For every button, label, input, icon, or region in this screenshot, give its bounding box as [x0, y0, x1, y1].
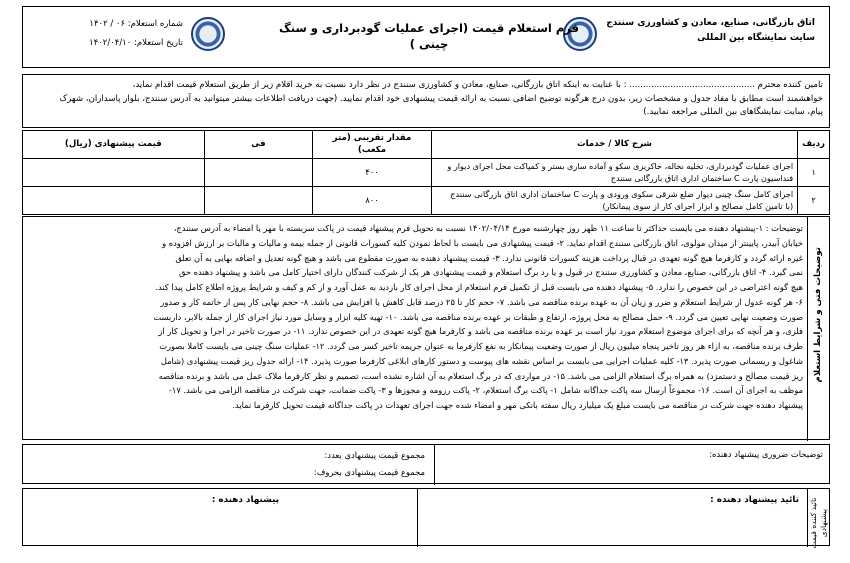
form-header — [22, 6, 830, 68]
items-table — [22, 130, 830, 215]
organization-block — [605, 17, 815, 47]
table-header-row — [23, 131, 830, 159]
supplier-notes-label: توضیحات ضروری پیشنهاد دهنده: — [709, 449, 823, 459]
total-numeric-field[interactable]: مجموع قیمت پیشنهادی بعدد: — [324, 450, 425, 460]
table-row — [23, 159, 830, 187]
row-description-line: فنداسیون پارت C ساختمان اداری اتاق بازرگانی سنندج — [610, 172, 794, 183]
inquiry-meta — [33, 19, 183, 58]
terms-line: پیشنهاد دهنده جهت شرکت در مناقصه می بایست مبلغ یک میلیارد ریال سفته بانکی مهر و امضاء شده جهت اجرای تعهدات در پاکت جداگانه قیمت تحویل کارفرما نماید. — [232, 400, 803, 411]
row-description-line: اجرای عملیات گودبرداری، تخلیه نخاله، خاکریزی سکو و آماده سازی بستر و کمپاکت محل اجرای دیوار و — [447, 161, 794, 172]
row-total-price[interactable] — [23, 159, 205, 187]
terms-side-label-text: توضیحات فنی و شرایط استعلام — [813, 247, 824, 383]
row-unit-price[interactable] — [204, 187, 313, 215]
terms-line: طرف برنده مناقصه، به ازاء هر روز تاخیر پنجاه میلیون ریال از صورت وضعیت پیمانکار به نفع کارفرما به عنوان جریمه تاخیر کسر می گردد. ۱۲- عملیات سنگ چینی می بایست کاملا بصورت — [159, 341, 803, 352]
terms-line: فلزی، و هر آنچه که برای اجرای موضوع استعلام مورد نیاز است بر عهده برنده مناقصه می باشد و کارفرما هیچ گونه تعهدی در این خصوص ندارد. ۱۱- در صورت تاخیر در اجرا و تحویل کار از — [158, 326, 803, 337]
approver-label: تائید پیشنهاد دهنده : — [710, 495, 799, 505]
terms-text — [25, 221, 803, 413]
bidder-label: پیشنهاد دهنده : — [211, 495, 279, 505]
totals-fields — [23, 445, 435, 485]
header-quantity: مقدار تقریبی (متر مکعب) — [313, 131, 432, 159]
terms-line: توضیحات : ۱-پیشنهاد دهنده می بایست حداکثر تا ساعت ۱۱ ظهر روز چهارشنبه مورخ ۱۴۰۲/۰۴/۱۴ نسبت به تحویل فرم پیشنهاد قیمت در پاکت سربسته با مهر یا امضاء به آدرس سنندج، — [173, 223, 803, 233]
totals-section — [22, 444, 830, 484]
header-row-number: ردیف — [798, 131, 830, 159]
total-words-field[interactable]: مجموع قیمت پیشنهادی بحروف: — [313, 467, 425, 477]
header-unit-price: فی — [204, 131, 313, 159]
row-description — [431, 187, 797, 215]
approval-side-label — [807, 489, 829, 547]
table-row — [23, 187, 830, 215]
intro-line: تامین کننده محترم .............................................. : با عنایت به اینکه اتاق بازرگانی، صنایع، معادن و کشاورزی سنندج در نظر دارد نسبت به خرید اقلام زیر از طریق استعلام قیمت اقدام نماید، — [132, 80, 823, 90]
row-quantity: ۸۰۰ — [313, 187, 432, 215]
organization-name: اتاق بازرگانی، صنایع، معادن و کشاورزی سنندج — [606, 18, 815, 28]
row-total-price[interactable] — [23, 187, 205, 215]
terms-line: هیچ گونه اعتراضی در این خصوص را ندارد. ۵- پیشنهاد دهنده می بایست قبل از تکمیل فرم استعلام از محل اجرای کار بازدید به عمل آورد و از کم و کیف و شرایط پروژه اطلاع کامل پیدا کند. — [155, 282, 803, 293]
inquiry-number: شماره استعلام: ۰۶ / ۱۴۰۲ — [89, 19, 183, 29]
header-description: شرح کالا / خدمات — [431, 131, 797, 159]
row-description — [431, 159, 797, 187]
terms-line: ریز قیمت مصالح و دستمزد) به همراه برگ استعلام الزامی می باشد. ۱۵- در مواردی که در برگ استعلام به آن اشاره نشده است، تصمیم و نظر کارفرما ملاک عمل می باشد و برنده مناقصه — [158, 370, 803, 381]
row-description-line: (با تامین کامل مصالح و ابزار اجرای کار از سوی پیمانکار) — [602, 200, 794, 211]
terms-line: ۶- هر گونه عدول از شرایط استعلام و ضرر و زیان آن به عهده برنده مناقصه می باشد. ۷- حجم کار تا ۲۵ درصد قابل کاهش یا افزایش می باشد. ۸- حجم نهایی کار پس از خاتمه کار و صدور — [160, 296, 803, 307]
terms-line: شاغول و ریسمانی صورت پذیرد. ۱۳- کلیه عملیات اجرایی می بایست بر اساس نقشه های پیوست و دستور کارهای ابلاغی کارفرما صورت پذیرد. ۱۴- ارائه جدول ریز قیمت پیشنهادی (شامل — [160, 355, 803, 366]
terms-section — [22, 216, 830, 440]
inquiry-form — [22, 6, 830, 549]
row-number: ۱ — [798, 159, 830, 187]
approval-section — [22, 488, 830, 549]
terms-side-label — [807, 217, 829, 441]
terms-line: خیابان آبیدر، پایینتر از میدان مولوی، اتاق بازرگانی سنندج اقدام نماید. ۲- قیمت پیشنهادی می بایست با لحاظ نمودن کلیه کسورات قانونی از جمله بیمه و مالیات و مالیات بر ارزش افزوده و — [162, 237, 803, 248]
bidder-signature-field[interactable] — [23, 489, 419, 547]
row-description-line: اجرای کامل سنگ چینی دیوار ضلع شرقی سکوی ورودی و پارت C ساختمان اداری اتاق بازرگانی سنندج — [450, 189, 794, 200]
approval-side-label-text: تائید کننده قیمت پیشنهادی — [808, 497, 828, 549]
supplier-notes-field[interactable] — [434, 445, 829, 485]
terms-line: غیره ارائه گردد و کارفرما هیچ گونه تعهدی در قبال پرداخت هزینه کسورات قانونی ندارد. ۳- قیمت پیشنهاد دهنده به صورت مقطوع می باشد و هیچ گونه تعدیل و اضافه بهایی به آن تعلق — [175, 252, 803, 263]
intro-line: خواهشمند است مطابق با مفاد جدول و مشخصات زیر، بدون درج هرگونه توضیح اضافی نسبت به ارائه قیمت پیشنهادی خود اقدام نمایید. (جهت دریافت اطلاعات بیشتر میتوانید به آدرس سنندج، بلوار پاسداران، شهرک — [59, 93, 823, 104]
terms-line: موظف به اجرای آن است. ۱۶- مجموعاً ارسال سه پاکت جداگانه شامل ۱- پاکت برگ استعلام، ۲- پاکت رزومه و مجوزها و ۳- پاکت ضمانت، جهت شرکت در مناقصه الزامی می باشد. ۱۷- — [168, 385, 803, 396]
chamber-logo-icon — [191, 17, 225, 51]
inquiry-date: تاریخ استعلام: ۱۴۰۲/۰۴/۱۰ — [89, 38, 183, 49]
row-quantity: ۴۰۰ — [313, 159, 432, 187]
organization-site: سایت نمایشگاه بین المللی — [697, 33, 815, 44]
approver-signature-field[interactable] — [417, 489, 807, 547]
form-title: فرم استعلام قیمت (اجرای عملیات گودبرداری و سنگ چینی ) — [279, 21, 579, 51]
terms-line: نمی گیرد. ۴- اتاق بازرگانی، صنایع، معادن و کشاورزی سنندج در قبول و یا رد برگ استعلام و قیمت پیشنهادی هر یک از شرکت کنندگان دارای اختیار کامل می باشد و پیشنهاد دهنده حق — [179, 267, 803, 278]
intro-paragraph — [22, 74, 830, 128]
header-total-price: قیمت پیشنهادی (ریال) — [23, 131, 205, 159]
row-number: ۲ — [798, 187, 830, 215]
terms-line: صورت وضعیت نهایی تعیین می گردد. ۹- حمل مصالح به محل پروژه، ارتفاع و طبقات بر عهده برنده مناقصه می باشد. ۱۰- تهیه کلیه ابزار و وسایل مورد نیاز اجرای کار از جمله بالابر، داربست — [153, 311, 803, 322]
row-unit-price[interactable] — [204, 159, 313, 187]
intro-line: پیام، سایت نمایشگاهای بین المللی مراجعه نمایید.) — [643, 107, 823, 118]
